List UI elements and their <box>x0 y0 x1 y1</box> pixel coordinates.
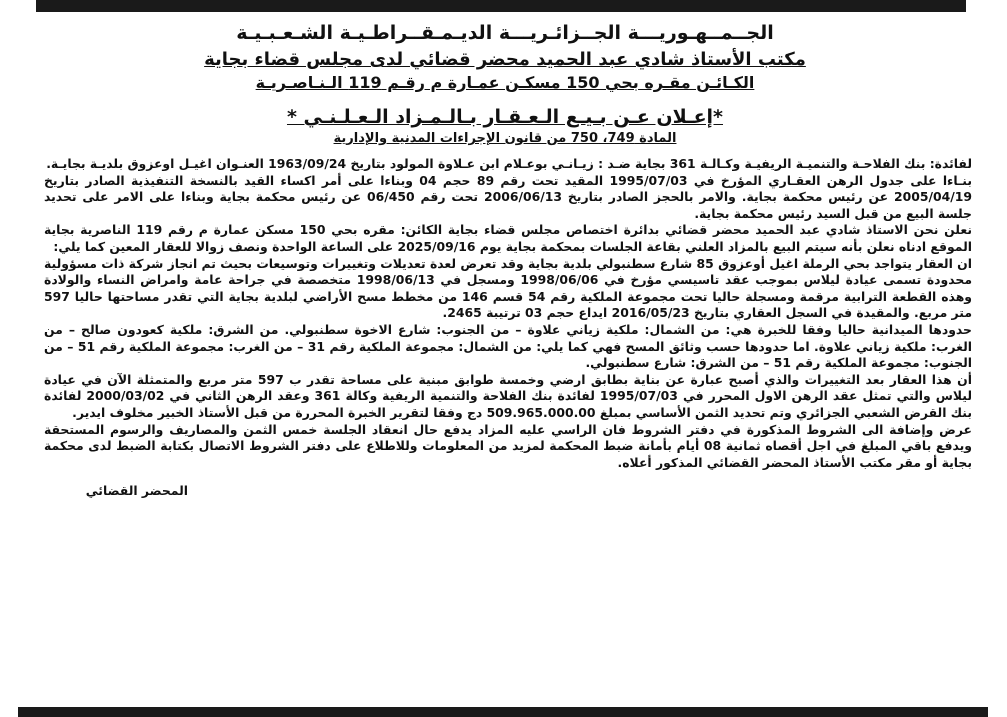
announcement-body <box>30 156 980 471</box>
signature-label: المحضر القضائي <box>85 483 188 499</box>
announcement-document <box>30 20 980 498</box>
sale-notice-paragraph: نعلن نحن الاستاذ شادي عبد الحميد محضر قضائي بدائرة اختصاص مجلس قضاء بجاية الكائن: مقره بحي 150 مسكن عمارة م رقم 119 الناصرية بجاية الموقع ادناه نعلن بأنه سيتم البيع بالمزاد العلني بقاعة الجلسات بمحكمة بجاية يوم 2025/09/16 على الساعة الواحدة ونصف زوالا للعقار المعين كما يلي: <box>44 222 973 254</box>
valuation-paragraph: أن هذا العقار بعد التغييرات والذي أصبح عبارة عن بناية بطابق ارضي وخمسة طوابق مبنية على مساحة تقدر ب 597 متر مربع والمتمثلة الآن في عيادة ليلاس والتي تمثل عقد الرهن الاول المحرر في 1995/07/03 لفائدة بنك الفلاحة والتنمية الريفية وكالة 361 وعقد الرهن الثاني في 2000/03/02 لفائدة بنك القرض الشعبي الجزائري وتم تحديد الثمن الأساسي بمبلغ 509.965.000.00 دج وفقا لتقرير الخبرة المحررة من قبل الأستاذ الخبير مخلوف ايدير. <box>44 371 972 420</box>
announcement-title: *إعـلان عـن بـيـع الـعـقـار بـالـمـزاد الـعـلـنـي * <box>286 106 723 128</box>
property-description-paragraph: ان العقار يتواجد بحي الرملة اغيل أوعزوق 85 شارع سطنبولي بلدية بجاية وقد تعرض لعدة تعديلات وتغييرات وتوسيعات بحيث تم انجاز شركة ذات مسؤولية محدودة تسمى عيادة ليلاس بموجب عقد تاسيسي مؤرخ في 1998/06/06 ومسجل في 1998/06/13 متخصصة في جراحة عامة وامراض النساء والولادة وهذه القطعة الترابية مرقمة ومسجلة حاليا تحت مجموعة الملكية رقم 54 قسم 146 من مخطط مسح الأراضي لبلدية بجاية التي تقدر مساحتها حاليا 597 متر مربع. والمقيدة في السجل العقاري بتاريخ 2016/05/23 ايداع حجم 03 ترتيبة 2465. <box>44 255 973 321</box>
scan-edge-bottom <box>18 707 988 717</box>
payment-terms-paragraph: عرض وإضافة الى الشروط المذكورة في دفتر الشروط فان الراسي عليه المزاد يدفع حال انعقاد الجلسة خمس الثمن والمصاريف والرسوم المستحقة ويدفع باقي المبلغ في اجل أقصاه ثمانية 08 أيام بأمانة ضبط المحكمة لمزيد من المعلومات وللاطلاع على دفتر الشروط الاتصال بكتابة الضبط لدى محكمة بجاية أو مقر مكتب الأستاذ المحضر القضائي المذكور أعلاه. <box>44 421 972 470</box>
parties-paragraph: لفائدة: بنك الفلاحـة والتنميـة الريفيـة وكـالـة 361 بجاية ضـد : زيـانـي بوعـلام ابن عـلاوة المولود بتاريخ 1963/09/24 العنـوان اغيـل اوعزوق بلديـة بجايـة. <box>46 156 972 171</box>
legal-basis-paragraph: بنـاءا على جدول الرهن العقـاري المؤرخ في 1995/07/03 المقيد تحت رقم 89 حجم 04 وبناءا على أمر اكساء القيد بالنسخة التنفيذية الصادر بتاريخ 2005/04/19 عن رئيس محكمة بجاية. والامر بالحجز الصادر بتاريخ 2006/06/13 تحت رقم 06/450 عن رئيس محكمة بجاية وبناءا على الامر على تحديد جلسة البيع من قبل السيد رئيس محكمة بجاية. <box>44 172 972 221</box>
scan-edge-top <box>36 0 966 12</box>
boundaries-paragraph: حدودها الميدانية حاليا وفقا للخبرة هي: من الشمال: ملكية زياني علاوة – من الجنوب: شارع الاخوة سطنبولي. من الشرق: ملكية كعودون صالح – من الغرب: ملكية زياني علاوة. اما حدودها حسب وثائق المسح فهي كما يلي: من الشمال: مجموعة الملكية رقم 31 – من الغرب: مجموعة الملكية رقم 51 – من الجنوب: مجموعة الملكية رقم 51 – من الشرق: شارع سطنبولي. <box>44 321 972 371</box>
office-header: مكتب الأستاذ شادي عبد الحميد محضر قضائي لدى مجلس قضاء بجاية <box>204 49 806 70</box>
legal-reference: المادة 749، 750 من قانون الإجراءات المدنية والإدارية <box>333 131 677 146</box>
office-address: الكـائـن مقـره بحي 150 مسكـن عمـارة م رقـم 119 الـنـاصـريـة <box>255 73 755 92</box>
republic-header: الجــمــهـوريـــة الجــزائـريـــة الديـمـقــراطـيـة الشـعـبـيـة <box>236 22 774 44</box>
